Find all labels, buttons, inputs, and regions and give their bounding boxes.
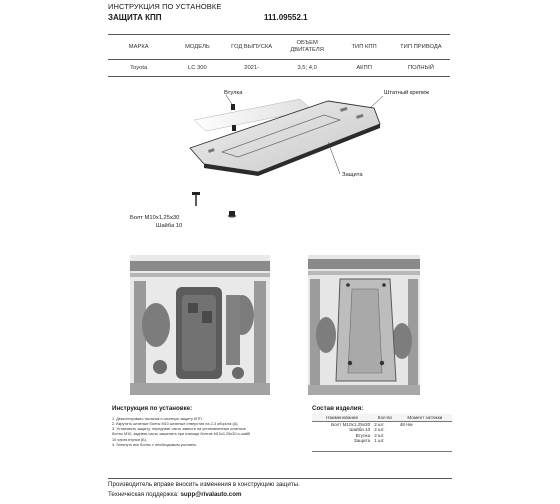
composition-item-name: Шайба 10 (349, 427, 371, 433)
document-type: ИНСТРУКЦИЯ ПО УСТАНОВКЕ (108, 2, 222, 11)
instruction-step: 10 через втулки (Б). (112, 437, 147, 442)
composition-title: Состав изделия: (312, 405, 364, 412)
underbody-after-image (308, 255, 420, 395)
spec-header-year: ГОД ВЫПУСКА (225, 35, 278, 60)
instruction-step: 2. Вкрутить штатные болты М10 штатные отверстия на 2-3 оборота (А). (112, 422, 239, 427)
composition-header-qty: Кол-во (372, 414, 398, 422)
spec-header-drive: ТИП ПРИВОДА (392, 35, 450, 60)
support-email-link[interactable]: supp@rivalauto.com (180, 491, 242, 498)
composition-item-qty: 2 шт. (374, 427, 385, 433)
composition-item-name: Болт M10x1,25x30 (331, 422, 371, 427)
washer-icon (228, 211, 236, 218)
instruction-step: 4. Затянуть все болты с необходимым усилием. (112, 442, 197, 447)
spec-header-brand: МАРКА (108, 35, 169, 60)
label-washer: Шайба 10 (156, 223, 183, 229)
spec-gearbox: АКПП (336, 60, 391, 77)
spec-model: LC 300 (169, 60, 225, 77)
spec-header-row (108, 35, 450, 60)
footer-note: Производитель вправе вносить изменения в конструкцию защиты. (108, 481, 300, 488)
instructions-list (112, 417, 302, 448)
photo-before (130, 255, 270, 395)
bushing (231, 104, 235, 110)
composition-item-name: Защита (353, 437, 371, 443)
composition-header-row (312, 414, 452, 422)
spec-header-model: МОДЕЛЬ (169, 35, 225, 60)
bolt-icon (192, 192, 200, 206)
spec-drive: ПОЛНЫЙ (392, 60, 450, 77)
composition-table (312, 414, 452, 452)
composition-item-qty: 2 шт. (374, 422, 385, 427)
composition-header-torque: Момент затяжки (398, 414, 452, 422)
product-code: 111.09552.1 (264, 13, 308, 22)
spec-header-gearbox: ТИП КПП (336, 35, 391, 60)
bushing (232, 125, 236, 131)
spec-row (108, 60, 450, 77)
instructions-title: Инструкция по установке: (112, 405, 193, 412)
support-label: Техническая поддержка: (108, 491, 181, 498)
label-bushing: Втулка (224, 90, 243, 96)
composition-item-qty: 2 шт. (374, 432, 385, 438)
composition-item-qty: 1 шт. (374, 437, 385, 443)
photo-after (308, 255, 420, 395)
label-guard: Защита (342, 172, 363, 178)
footer-divider (108, 478, 452, 479)
product-title: ЗАЩИТА КПП (108, 13, 162, 22)
spec-engine: 3,5; 4,0 (278, 60, 336, 77)
underbody-before-image (130, 255, 270, 395)
composition-header-name: Наименование (312, 414, 372, 422)
exploded-diagram (108, 82, 450, 242)
instruction-step: болты М10, заднюю часть закрепить при помощи болтов M10x1,25x30 и шайб (112, 432, 251, 437)
spec-brand: Toyota (108, 60, 169, 77)
composition-item-torque: 48 Нм (399, 422, 413, 427)
table-row-spacer (312, 447, 452, 452)
spec-header-engine: ОБЪЕМ ДВИГАТЕЛЯ (278, 35, 336, 60)
composition-item-name: Втулка (355, 432, 371, 438)
label-standard-mount: Штатный крепеж (384, 90, 430, 96)
instruction-step: 3. Установить защиту: переднюю часть завести на установленные штатные (112, 427, 246, 432)
label-bolt: Болт M10x1,25x30 (130, 215, 180, 221)
spec-year: 2021- (225, 60, 278, 77)
instruction-step: 1. Демонтировать пыльник и штатную защиту КПП. (112, 417, 203, 421)
vehicle-spec-table (108, 34, 450, 77)
footer-support (108, 491, 241, 498)
